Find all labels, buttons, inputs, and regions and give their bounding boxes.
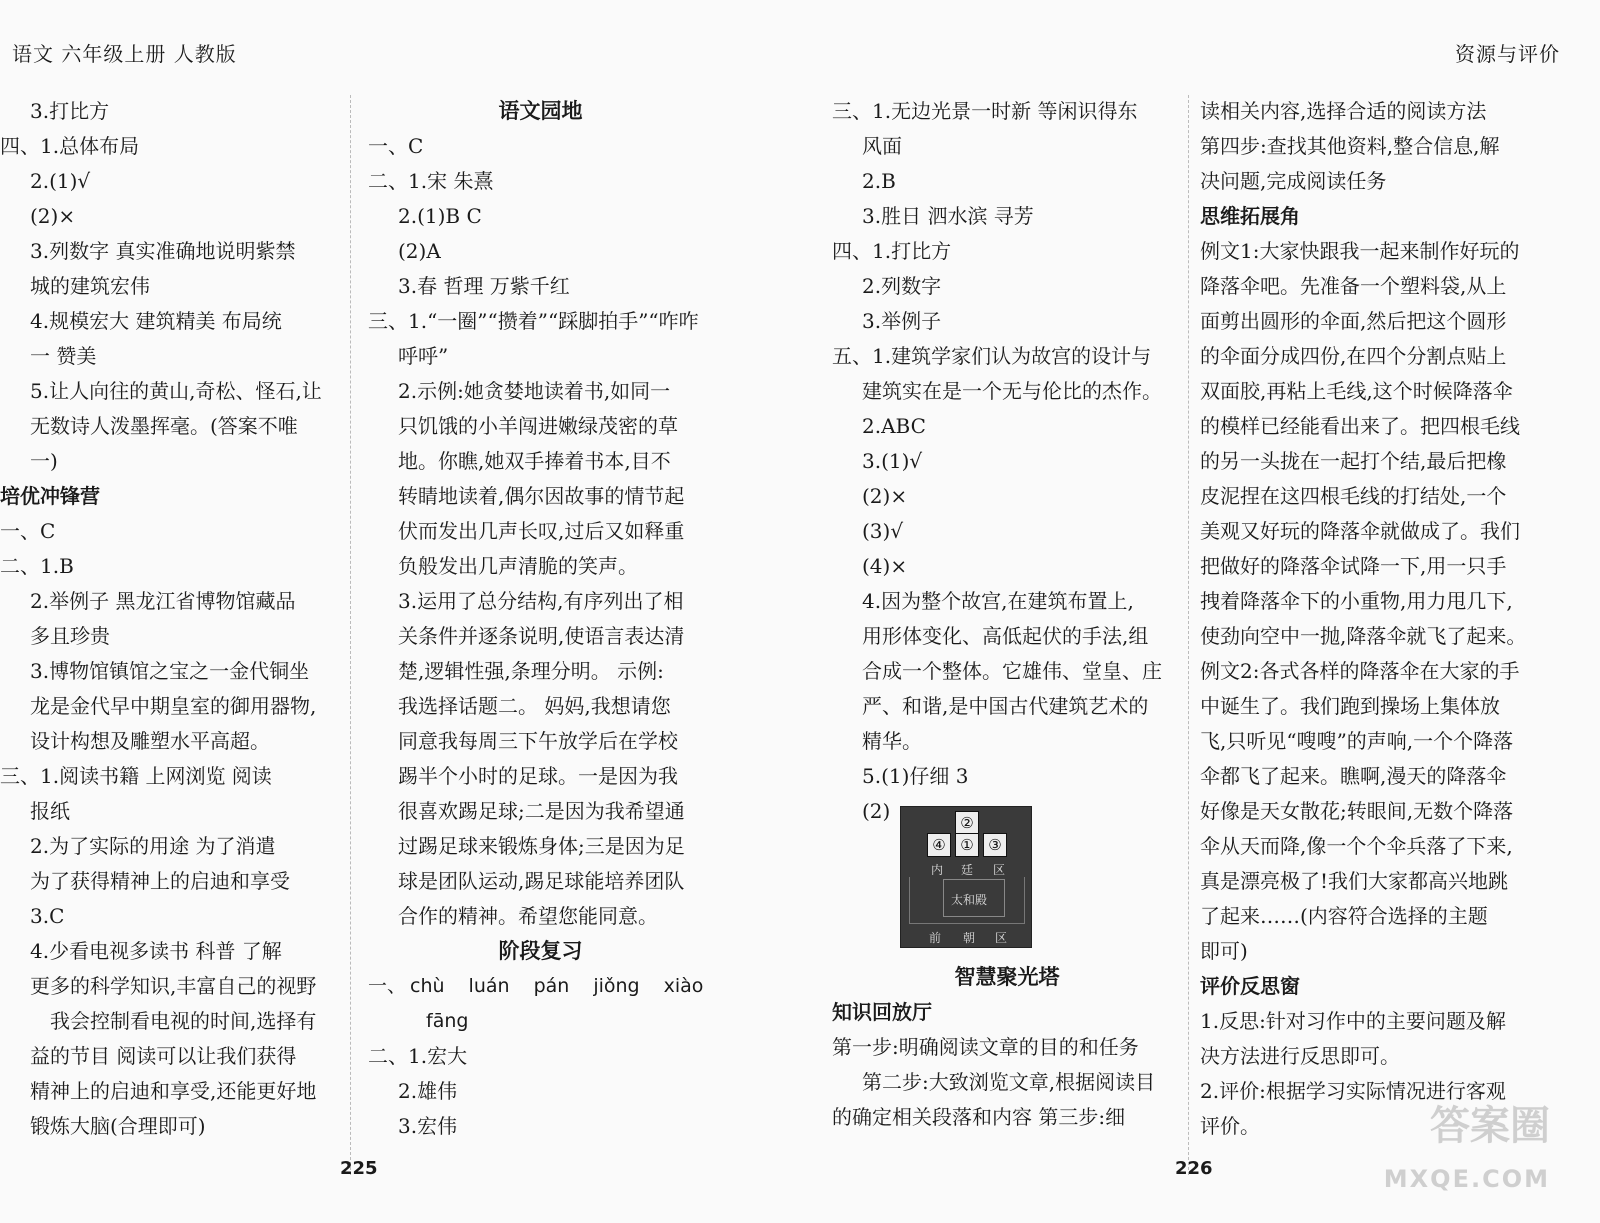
section-heading: 阶段复习 xyxy=(498,939,583,963)
answer-line: 球是团队运动,踢足球能培养团队 xyxy=(398,869,685,893)
answer-line: 一、C xyxy=(368,134,424,158)
answer-line: 3.列数字 真实准确地说明紫禁 xyxy=(30,239,296,263)
answer-line: 的另一头拢在一起打个结,最后把橡 xyxy=(1200,449,1507,473)
map-label: 廷 xyxy=(961,863,974,877)
answer-line: 伞都飞了起来。瞧啊,漫天的降落伞 xyxy=(1200,764,1507,788)
answer-line: 3.C xyxy=(30,904,65,928)
map-label: 太和殿 xyxy=(951,893,988,907)
header-right: 资源与评价 xyxy=(1455,42,1560,66)
answer-line: 三、1.阅读书籍 上网浏览 阅读 xyxy=(0,764,272,788)
answer-line: 了起来……(内容符合选择的主题 xyxy=(1200,904,1488,928)
column-3-bottom xyxy=(832,960,1182,1135)
answer-line: 3.宏伟 xyxy=(398,1114,458,1138)
answer-line: 严、和谐,是中国古代建筑艺术的 xyxy=(862,694,1149,718)
answer-line: 2.雄伟 xyxy=(398,1079,458,1103)
answer-line: (4)× xyxy=(862,554,908,578)
answer-line: 3.(1)√ xyxy=(862,449,923,473)
answer-line: 负般发出几声清脆的笑声。 xyxy=(398,554,638,578)
answer-line: 2.列数字 xyxy=(862,274,942,298)
answer-line: 四、1.总体布局 xyxy=(0,134,140,158)
answer-line: 二、1.B xyxy=(0,554,74,578)
answer-line: 降落伞吧。先准备一个塑料袋,从上 xyxy=(1200,274,1507,298)
answer-line: 无数诗人泼墨挥毫。(答案不唯 xyxy=(30,414,298,438)
answer-line: 精华。 xyxy=(862,729,922,753)
pinyin-item: jiǒng xyxy=(593,975,640,997)
answer-line: 只饥饿的小羊闯进嫩绿茂密的草 xyxy=(398,414,678,438)
column-3 xyxy=(832,94,1182,829)
answer-line: 的伞面分成四份,在四个分割点贴上 xyxy=(1200,344,1507,368)
answer-line: 第一步:明确阅读文章的目的和任务 xyxy=(832,1035,1139,1059)
answer-line: 二、1.宏大 xyxy=(368,1044,468,1068)
answer-line: 我会控制看电视的时间,选择有 xyxy=(50,1009,317,1033)
answer-line: 为了获得精神上的启迪和享受 xyxy=(30,869,290,893)
answer-line: 2.示例:她贪婪地读着书,如同一 xyxy=(398,379,671,403)
pinyin-item: xiào xyxy=(663,975,704,997)
answer-line: 把做好的降落伞试降一下,用一只手 xyxy=(1200,554,1507,578)
answer-line: 3.胜日 泗水滨 寻芳 xyxy=(862,204,1034,228)
map-box: ① xyxy=(955,833,979,857)
answer-line: 2.为了实际的用途 为了消遣 xyxy=(30,834,276,858)
answer-line: 皮泥捏在这四根毛线的打结处,一个 xyxy=(1200,484,1507,508)
answer-line: 设计构想及雕塑水平高超。 xyxy=(30,729,270,753)
answer-line: 双面胶,再粘上毛线,这个时候降落伞 xyxy=(1200,379,1513,403)
pinyin-label: 一、 xyxy=(368,975,407,997)
answer-line: 4.规模宏大 建筑精美 布局统 xyxy=(30,309,282,333)
answer-line: 伞从天而降,像一个个伞兵落了下来, xyxy=(1200,834,1513,858)
answer-line: 真是漂亮极了!我们大家都高兴地跳 xyxy=(1200,869,1509,893)
map-label: 朝 xyxy=(963,931,976,945)
answer-line: (2)A xyxy=(398,239,441,263)
answer-line: 好像是天女散花;转眼间,无数个降落 xyxy=(1200,799,1514,823)
answer-line: 城的建筑宏伟 xyxy=(30,274,150,298)
answer-line: 第四步:查找其他资料,整合信息,解 xyxy=(1200,134,1500,158)
section-heading: 思维拓展角 xyxy=(1200,204,1300,228)
answer-line: 精神上的启迪和享受,还能更好地 xyxy=(30,1079,317,1103)
pinyin-item: fāng xyxy=(426,1010,469,1032)
answer-line: 2.ABC xyxy=(862,414,926,438)
answer-line: 楚,逻辑性强,条理分明。 示例: xyxy=(398,659,664,683)
answer-line: 2.(1)B C xyxy=(398,204,482,228)
answer-line: 很喜欢踢足球;二是因为我希望通 xyxy=(398,799,685,823)
answer-line: 一) xyxy=(30,449,58,473)
map-label: 内 xyxy=(931,863,944,877)
answer-line: 风面 xyxy=(862,134,902,158)
answer-line: 四、1.打比方 xyxy=(832,239,952,263)
answer-line: 转睛地读着,偶尔因故事的情节起 xyxy=(398,484,685,508)
header-left: 语文 六年级上册 人教版 xyxy=(12,42,237,66)
watermark-logo: 答案圈 xyxy=(1430,1103,1550,1149)
answer-line: 呼呼” xyxy=(398,344,449,368)
pinyin-item: luán xyxy=(468,975,510,997)
column-2 xyxy=(368,94,713,1144)
column-1 xyxy=(0,94,345,1144)
sub-heading: 知识回放厅 xyxy=(832,1000,932,1024)
pinyin-item: chù xyxy=(410,975,445,997)
section-heading: 评价反思窗 xyxy=(1200,974,1300,998)
answer-line: 即可) xyxy=(1200,939,1248,963)
answer-line: 一 赞美 xyxy=(30,344,97,368)
answer-line: 一、C xyxy=(0,519,56,543)
answer-line: (2)× xyxy=(30,204,76,228)
answer-line: 合作的精神。希望您能同意。 xyxy=(398,904,658,928)
pinyin-item: pán xyxy=(533,975,570,997)
answer-line: 例文2:各式各样的降落伞在大家的手 xyxy=(1200,659,1520,683)
answer-line: 关条件并逐条说明,使语言表达清 xyxy=(398,624,685,648)
column-divider xyxy=(1188,95,1189,1175)
watermark-url: MXQE.COM xyxy=(1383,1165,1550,1193)
answer-line: 地。你瞧,她双手捧着书本,目不 xyxy=(398,449,671,473)
section-heading: 培优冲锋营 xyxy=(0,484,100,508)
answer-line: 的确定相关段落和内容 第三步:细 xyxy=(832,1105,1126,1129)
answer-line: 更多的科学知识,丰富自己的视野 xyxy=(30,974,317,998)
answer-line: 伏而发出几声长叹,过后又如释重 xyxy=(398,519,685,543)
answer-line: 报纸 xyxy=(30,799,70,823)
answer-line: 龙是金代早中期皇室的御用器物, xyxy=(30,694,317,718)
answer-line: 中诞生了。我们跑到操场上集体放 xyxy=(1200,694,1500,718)
map-box: ③ xyxy=(983,833,1007,857)
answer-line: 踢半个小时的足球。一是因为我 xyxy=(398,764,678,788)
answer-line: 5.(1)仔细 3 xyxy=(862,764,969,788)
answer-line: 例文1:大家快跟我一起来制作好玩的 xyxy=(1200,239,1520,263)
answer-line: 用形体变化、高低起伏的手法,组 xyxy=(862,624,1149,648)
pinyin-row xyxy=(368,969,713,1004)
answer-line: 3.博物馆镇馆之宝之一金代铜坐 xyxy=(30,659,310,683)
answer-line: 读相关内容,选择合适的阅读方法 xyxy=(1200,99,1487,123)
answer-line: 三、1.“一圈”“攒着”“踩脚拍手”“咋咋 xyxy=(368,309,699,333)
answer-line: 建筑实在是一个无与伦比的杰作。 xyxy=(862,379,1162,403)
column-divider xyxy=(350,95,351,1175)
answer-line: 3.春 哲理 万紫千红 xyxy=(398,274,570,298)
answer-line: 合成一个整体。它雄伟、堂皇、庄 xyxy=(862,659,1162,683)
answer-line: 美观又好玩的降落伞就做成了。我们 xyxy=(1200,519,1520,543)
answer-line: 我选择话题二。 妈妈,我想请您 xyxy=(398,694,671,718)
answer-line: 3.打比方 xyxy=(30,99,110,123)
answer-line: 1.反思:针对习作中的主要问题及解 xyxy=(1200,1009,1506,1033)
answer-line: 拽着降落伞下的小重物,用力甩几下, xyxy=(1200,589,1513,613)
answer-line: 4.因为整个故宫,在建筑布置上, xyxy=(862,589,1134,613)
page-number-left: 225 xyxy=(340,1158,378,1179)
map-box: ④ xyxy=(927,833,951,857)
answer-line: 益的节目 阅读可以让我们获得 xyxy=(30,1044,297,1068)
answer-line: 2.(1)√ xyxy=(30,169,91,193)
answer-line: 的模样已经能看出来了。把四根毛线 xyxy=(1200,414,1520,438)
section-heading: 语文园地 xyxy=(498,99,583,123)
answer-line: 决问题,完成阅读任务 xyxy=(1200,169,1387,193)
palace-map-image xyxy=(900,806,1032,948)
answer-line: 决方法进行反思即可。 xyxy=(1200,1044,1400,1068)
answer-line: 2.B xyxy=(862,169,896,193)
answer-line: 飞,只听见“嗖嗖”的声响,一个个降落 xyxy=(1200,729,1514,753)
answer-line: 多且珍贵 xyxy=(30,624,110,648)
map-label: 区 xyxy=(993,863,1006,877)
answer-line: 三、1.无边光景一时新 等闲识得东 xyxy=(832,99,1138,123)
answer-line: 使劲向空中一抛,降落伞就飞了起来。 xyxy=(1200,624,1527,648)
answer-line: 2.评价:根据学习实际情况进行客观 xyxy=(1200,1079,1506,1103)
answer-line: 二、1.宋 朱熹 xyxy=(368,169,494,193)
answer-line: 第二步:大致浏览文章,根据阅读目 xyxy=(862,1070,1156,1094)
map-box: ② xyxy=(955,811,979,835)
answer-line: 3.举例子 xyxy=(862,309,942,333)
map-label: 区 xyxy=(995,931,1008,945)
answer-line: (2) xyxy=(862,799,891,823)
answer-line: 3.运用了总分结构,有序列出了相 xyxy=(398,589,684,613)
map-label: 前 xyxy=(929,931,942,945)
answer-line: 评价。 xyxy=(1200,1114,1260,1138)
answer-line: 2.举例子 黑龙江省博物馆藏品 xyxy=(30,589,296,613)
answer-line: 锻炼大脑(合理即可) xyxy=(30,1114,206,1138)
answer-line: 五、1.建筑学家们认为故宫的设计与 xyxy=(832,344,1152,368)
answer-line: 同意我每周三下午放学后在学校 xyxy=(398,729,678,753)
answer-line: (3)√ xyxy=(862,519,904,543)
section-heading: 智慧聚光塔 xyxy=(954,965,1060,989)
answer-line: 5.让人向往的黄山,奇松、怪石,让 xyxy=(30,379,322,403)
page-number-right: 226 xyxy=(1175,1158,1213,1179)
answer-line: 面剪出圆形的伞面,然后把这个圆形 xyxy=(1200,309,1507,333)
answer-line: 4.少看电视多读书 科普 了解 xyxy=(30,939,282,963)
column-4 xyxy=(1200,94,1555,1144)
answer-line: 过踢足球来锻炼身体;三是因为足 xyxy=(398,834,685,858)
answer-line: (2)× xyxy=(862,484,908,508)
